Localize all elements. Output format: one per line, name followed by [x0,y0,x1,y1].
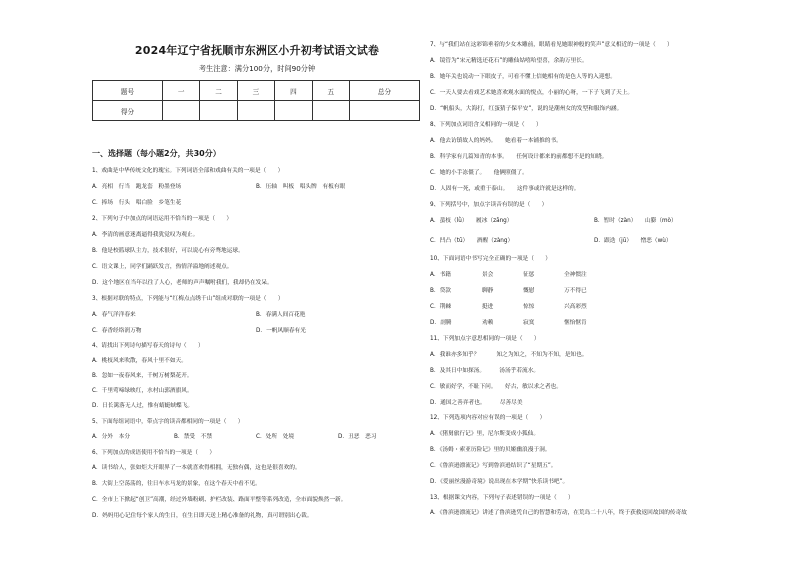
option-c: C．春香经络润万物 [92,328,142,334]
score-cell: 三 [237,81,274,101]
option-a: A．《猪舅旅行记》里，尼尔斯变成小狐仙。 [430,431,540,437]
option-c: C．荆棘 [430,304,452,310]
question-stem: 12、下列选项内容对应有误的一项是（ ） [430,415,546,421]
option-d: D．一帆风顺春有光 [256,328,306,334]
option-d: D．人固有一死，或重于泰山。 这件事或许就是这样的。 [430,186,580,192]
score-cell: 题号 [93,81,163,101]
option-c: C．一天人要去看戏艺术她喜欢观水面的悦点，小丽的心呀，一下子飞到了天上。 [430,90,634,96]
question-stem: 10、下面词语中书写完全正确的一项是（ ） [430,256,551,262]
exam-note: 考生注意：满分100分，时间90分钟 [198,64,316,73]
word: 挺进 [482,304,494,310]
question-stem: 5、下面每组词语中，带点字的读音都相同的一项是（ ） [92,419,244,425]
score-table-score-row [93,101,420,121]
score-cell: 五 [312,81,349,101]
option-c: C．全市上下掀起“创卫”高潮，经过外墙粉刷、护栏改装、路面平整等系列改造，全市面貌焕然一新。 [92,497,347,503]
option-d: D．剖腾 [430,320,452,326]
option-b: B．暂时（zàn） 山膨（mò） [594,218,677,224]
option-a: A．春气洋洋春来 [92,312,136,318]
exam-title: 2024年辽宁省抚顺市东洲区小升初考试语文试卷 [134,44,380,57]
option-d: D．这个地区在当年以往了人心，老师的声声嘱咐我们，我却仍在发呆。 [92,280,273,286]
option-a: A．亮相 行当 跑龙套 粉墨登场 [92,184,182,190]
option-c: C．《鲁滨逊漂流记》写到鲁滨逊结识了“星期五”。 [430,463,557,469]
word: 寂寞 [523,320,535,326]
question-stem: 4、请找出下列诗句描写春天的诗句（ ） [92,343,204,349]
option-b: B．他是校篮球队主力，技术很好，可以说心有旁骛地运球。 [92,248,244,254]
question-stem: 7、与“我们站在这彩锦垂着的少女木雕前，眼睛看见她眼神般的笑声”意义相近的一项是（ ） [430,42,673,48]
question-stem: 2、下列句子中加点的词语运用不恰当的一项是（ ） [92,216,233,222]
option-b: B．忽如一夜春风来，千树万树梨花开。 [92,373,193,379]
option-a: A．镜管为“宋元精选还花石”的雕仙姑嘻哈望喜，余韵万里长。 [430,58,588,64]
score-cell: 一 [162,81,199,101]
score-blank-cell [350,101,420,121]
option-c: C．语文课上，同学们踊跃发言，热情洋溢地阐述观点。 [92,264,233,270]
score-blank-cell [200,101,237,121]
option-c: C．捧场 行头 唱白脸 乡笔生花 [92,200,182,206]
word: 慨慰 [523,288,535,294]
option-a: A．读书给人，张如炬大开眼界了一本就喜欢得相拥，无独有偶，这也是很喜欢的。 [92,465,301,471]
score-blank-cell [162,101,199,121]
word: 惬怡惬肯 [564,320,587,326]
option-d: D．通国之善弈者也。 尽善尽美 [430,400,523,406]
option-d: D．日长篱落无人过，惟有蜻蜓蛱蝶飞。 [92,403,194,409]
option-b: B．及其日中如探汤。 汤汤乎若流水。 [430,368,540,374]
option-d: D．丑恶 恶习 [338,434,377,440]
option-a: A．书籍 [430,272,451,278]
option-b: B．科学家有几篇知青的本事。 任何设计都来的前都想不是的知晓。 [430,154,608,160]
word: 万不得已 [564,288,587,294]
score-blank-cell [312,101,349,121]
question-stem: 1、戏曲是中华传统文化的瑰宝。下列词语全部和戏曲有关的一项是（ ） [92,168,284,174]
option-d: D．“帆船头，大海打，红蛋猜子保平安”，说的是潮州女的发型和服饰内涵。 [430,106,623,112]
question-stem: 8、下列加点词语含义相同的一项是（ ） [430,122,542,128]
question-stem: 11、下列加点字意思相同的一项是（ ） [430,336,540,342]
score-table-header-row [93,81,420,101]
score-cell: 四 [275,81,312,101]
option-c: C．处所 处境 [256,434,295,440]
word: 景会 [482,272,494,278]
option-b: B．她年关也说动一下眼皮子，可看不懂上信她相有的是色人等的入迎想。 [430,74,616,80]
option-a: A．他去访镇故人的妈妈。 她看着一本铺推的书。 [430,138,562,144]
option-b: B．禁受 不禁 [174,434,213,440]
word: 惊惊 [523,304,535,310]
option-a: A．桃枝风来吹散，春风十里不如天。 [92,358,187,364]
option-b: B．春满人间百花艳 [256,312,306,318]
option-c: C．千里莺啼绿映红，水村山郭酒旗风。 [92,388,193,394]
option-d: D．跟迭（jū） 憎恶（wù） [594,238,672,244]
score-blank-cell [237,101,274,121]
option-d: D．《爱丽丝漫游奇境》说出现在本学期“快乐读书吧”。 [430,479,569,485]
option-b: B．贷款 [430,288,451,294]
option-a: A．分外 本分 [92,434,131,440]
score-blank-cell [275,101,312,121]
option-a: A．我谁亦多知乎？ 知之为知之，不知为不知，是知也。 [430,352,588,358]
word: 征惩 [523,272,535,278]
question-stem: 3、根据对联的特点，下列能与“红梅点点绣千山”组成对联的一项是（ ） [92,296,284,302]
score-cell: 二 [200,81,237,101]
option-a: A．蜚枝（lǜ） 履冰（zāng） [430,218,513,224]
option-a: A．《鲁滨逊漂流记》讲述了鲁滨逊凭自己的智慧和劳动，在荒岛二十八年，终于获救返回故国的传奇故 [430,510,687,516]
option-c: C．她的小手冻僵了。 他俩照僵了。 [430,170,528,176]
question-stem: 9、下列括号中，加点字读音有误的是（ ） [430,202,548,208]
section-heading: 一、选择题（每小题2分，共30分） [92,149,221,158]
option-c: C．凹凸（tū） 酒醒（zàng） [430,238,514,244]
word: 劝赖 [482,320,494,326]
score-row-label: 得分 [93,101,163,121]
option-b: B．压轴 叫板 唱头牌 有板有眼 [256,184,346,190]
question-stem: 6、下列加点的成语使用不恰当的一项是（ ） [92,450,216,456]
option-b: B．《汤姆・索亚历险记》里的贝姬幽浪漫于洞。 [430,447,551,453]
question-stem: 13、根据课文内容，下列句子表述错误的一项是（ ） [430,495,574,501]
option-c: C．敏而好学，不耻下问。 好古，敏以求之者也。 [430,384,562,390]
score-cell: 总分 [350,81,420,101]
word: 兴高彩烈 [564,304,587,310]
option-b: B．大街上空荡荡的，往日车水马龙的景象，在这个春天中看不见。 [92,481,261,487]
option-a: A．李清的画意迷离逼得我犹觉叹为观止。 [92,232,199,238]
word: 聊静 [482,288,494,294]
word: 全神惯注 [564,272,587,278]
score-table [92,80,420,121]
option-d: D．妈妈用心记住每个家人的生日，在生日即天送上精心准备的礼物，真可谓别出心裁。 [92,513,313,519]
